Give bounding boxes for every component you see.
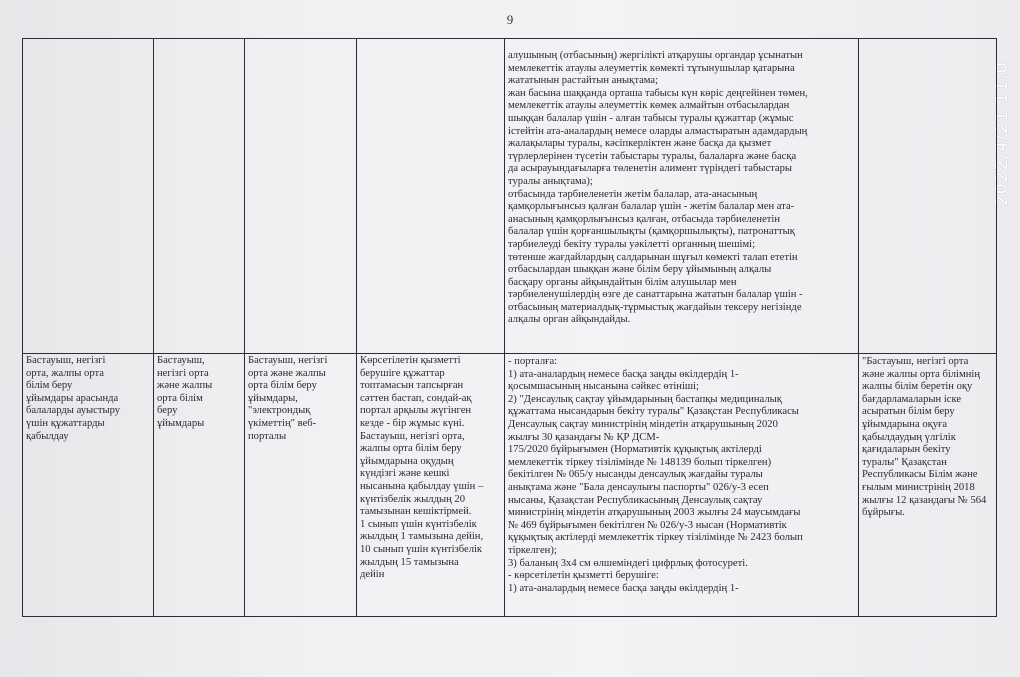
table-row bbox=[23, 354, 997, 617]
table-row bbox=[23, 39, 997, 354]
table-cell bbox=[23, 354, 154, 617]
service-name: Бастауыш, негізгі орта, жалпы орта білім беру ұйымдары арасында балаларды ауыстыру үшін құжаттарды қабылдау bbox=[26, 355, 121, 442]
table-cell bbox=[505, 354, 859, 617]
table-cell bbox=[245, 354, 357, 617]
legal-basis: "Бастауыш, негізгі орта және жалпы орта білімнің жалпы білім беретін оқу бағдарламаларын іске асыратын білім беру ұйымдарына оқуға қабылдаудың үлгілік қағидаларын бекіту туралы" Қазақстан Республикасы Білім және ғылым министрінің 2018 жылғы 12 қазандағы № 564 бұйрығы. bbox=[862, 356, 987, 519]
timestamp-stamp: 2022/4/21 11:0 bbox=[992, 61, 1012, 206]
required-documents: - порталға: 1) ата-аналардың немесе басқа заңды өкілдердің 1- қосымшасының нысанына сәйкес өтініші; 2) "Денсаулық сақтау ұйымдарының бастапқы медициналық құжаттама нысандарын бекіту туралы" Қазақстан Республикасы Денсаулық сақтау министрінің міндетін атқарушының 2020 жылғы 30 қазандағы № ҚР ДСМ- 175/2020 бұйрығымен (Нормативтік құқықтық актілерді мемлекеттік тіркеу тізілімінде № 148139 болып тіркелген) бекітілген № 065/у нысанды денсаулық жағдайы туралы анықтама және "Бала денсаулығы паспорты" 026/у-3 есеп нысаны, Қазақстан Республикасының Денсаулық сақтау министрінің міндетін атқарушының 2003 жылғы 24 маусымдағы № 469 бұйрығымен бекітілген № 026/у-3 нысан (Нормативтік құқықтық актілерді мемлекеттік тіркеу тізілімінде № 2423 болып тіркелген); 3) баланың 3х4 см өлшеміндегі цифрлық фотосуреті. - көрсетілетін қызметті берушіге: 1) ата-аналардың немесе басқа заңды өкілдердің 1- bbox=[508, 356, 803, 594]
page-number: 9 bbox=[506, 12, 514, 27]
table-cell bbox=[505, 39, 859, 354]
table-cell bbox=[23, 39, 154, 354]
table-cell bbox=[154, 39, 245, 354]
table-cell bbox=[859, 354, 997, 617]
application-channels: Бастауыш, негізгі орта және жалпы орта білім беру ұйымдары, "электрондық үкіметтің" веб- порталы bbox=[248, 355, 328, 442]
documents-list-continued: алушының (отбасының) жергілікті атқарушы органдар ұсынатын мемлекеттік атаулы әлеуметтік көмекті тұтынушылар қатарына жататынын растайтын анықтама; жан басына шаққанда орташа табысы күн көріс деңгейінен төмен, мемлекеттік атаулы әлеуметтік көмек алмайтын отбасылардан шыққан балалар үшін - алған табысы туралы құжаттар (жұмыс істейтін ата-аналардың немесе оларды алмастыратын адамдардың жалақылары туралы, кәсіпкерліктен және басқа да қызмет түрлерлерінен түсетін табыстары туралы, балаларға және басқа да асырауындағыларға төленетін алимент түріндегі табыстары туралы анықтама); отбасында тәрбиеленетін жетім балалар, ата-анасының қамқорлығынсыз қалған балалар үшін - жетім балалар мен ата- анасының қамқорлығынсыз қалған, отбасыда тәрбиеленетін балалар үшін қорғаншылықты (қамқоршылықты), патронаттық тәрбиелеуді бекіту туралы уәкілетті органның шешімі; төтенше жағдайлардың салдарынан шұғыл көмекті талап ететін отбасылардан шыққан және білім беру ұйымының алқалы басқару органы айқындайтын білім алушылар мен тәрбиеленушілердің өзге де санаттарына жататын балалар үшін - отбасының материалдық-тұрмыстық жағдайын тексеру негізінде алқалы орган айқындайды. bbox=[508, 50, 808, 326]
service-deadlines: Көрсетілетін қызметті берушіге құжаттар топтамасын тапсырған сәттен бастап, сондай-ақ портал арқылы жүгінген кезде - бір жұмыс күні. Бастауыш, негізгі орта, жалпы орта білім беру ұйымдарына оқудың күндізгі және кешкі нысанына қабылдау үшін – күнтізбелік жылдың 20 тамызынан кешіктірмей. 1 сынып үшін күнтізбелік жылдың 1 тамызына дейін, 10 сынып үшін күнтізбелік жылдың 15 тамызына дейін bbox=[360, 355, 484, 581]
service-provider: Бастауыш, негізгі орта және жалпы орта білім беру ұйымдары bbox=[157, 355, 213, 429]
table-cell bbox=[357, 354, 505, 617]
table-cell bbox=[357, 39, 505, 354]
services-table bbox=[22, 38, 997, 617]
table-cell bbox=[154, 354, 245, 617]
table-cell bbox=[245, 39, 357, 354]
table-cell bbox=[859, 39, 997, 354]
